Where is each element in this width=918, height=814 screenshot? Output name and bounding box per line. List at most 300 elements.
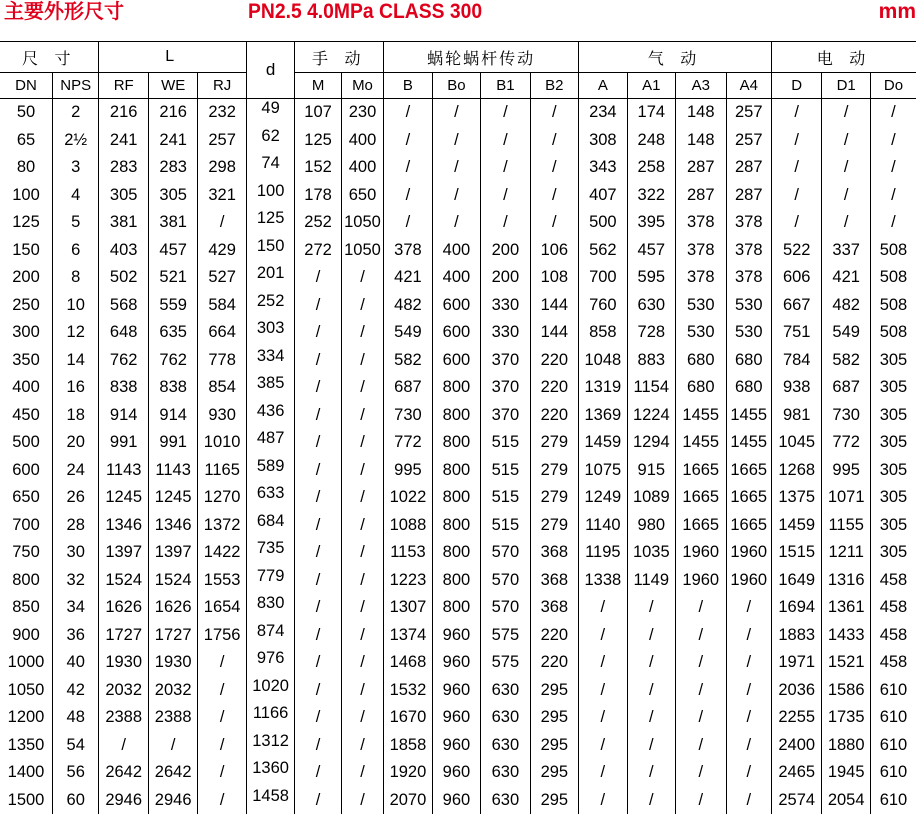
cell-nps: 26 — [53, 484, 99, 512]
cell-bo: 400 — [432, 264, 480, 292]
cell-m: / — [295, 594, 341, 622]
cell-a4: 1455 — [726, 429, 771, 457]
cell-a4: 287 — [726, 182, 771, 210]
cell-nps: 42 — [53, 677, 99, 705]
cell-a4: 1960 — [726, 539, 771, 567]
cell-b1: 630 — [481, 732, 530, 760]
cell-bo: 960 — [432, 759, 480, 787]
cell-a4: 287 — [726, 154, 771, 182]
cell-we: 1346 — [148, 512, 197, 540]
cell-a: 343 — [579, 154, 627, 182]
cell-bo: 960 — [432, 622, 480, 650]
cell-dn: 650 — [0, 484, 53, 512]
cell-m: / — [295, 787, 341, 814]
cell-do: 458 — [870, 622, 916, 650]
column-header-b2: B2 — [530, 73, 578, 99]
cell-bo: / — [432, 127, 480, 155]
cell-m: / — [295, 374, 341, 402]
cell-d1: 1316 — [822, 567, 870, 595]
cell-a: / — [579, 759, 627, 787]
cell-do: 458 — [870, 567, 916, 595]
cell-do: 610 — [870, 677, 916, 705]
cell-dn: 700 — [0, 512, 53, 540]
cell-a4: / — [726, 787, 771, 814]
cell-a4: 378 — [726, 264, 771, 292]
cell-b2: 368 — [530, 539, 578, 567]
cell-mo: / — [341, 649, 383, 677]
cell-do: 305 — [870, 457, 916, 485]
cell-rj: 1654 — [198, 594, 246, 622]
group-header-row — [0, 42, 916, 73]
cell-dn: 900 — [0, 622, 53, 650]
cell-rf: 1143 — [99, 457, 148, 485]
cell-b2: 295 — [530, 704, 578, 732]
cell-d: 385 — [246, 374, 294, 402]
cell-a3: 378 — [676, 209, 726, 237]
cell-d1: / — [822, 182, 870, 210]
cell-rf: 762 — [99, 347, 148, 375]
cell-dn: 1050 — [0, 677, 53, 705]
cell-d: 125 — [246, 209, 294, 237]
cell-b: 730 — [384, 402, 432, 430]
cell-a3: 1665 — [676, 457, 726, 485]
cell-b: / — [384, 209, 432, 237]
column-header-bo: Bo — [432, 73, 480, 99]
cell-we: 762 — [148, 347, 197, 375]
cell-d1: 687 — [822, 374, 870, 402]
column-header-dn: DN — [0, 73, 53, 99]
cell-b: 1374 — [384, 622, 432, 650]
cell-m: / — [295, 429, 341, 457]
cell-d1: 1735 — [822, 704, 870, 732]
cell-b1: / — [481, 209, 530, 237]
cell-a3: / — [676, 594, 726, 622]
cell-d1: 1880 — [822, 732, 870, 760]
cell-nps: 20 — [53, 429, 99, 457]
cell-rf: 1626 — [99, 594, 148, 622]
cell-b1: 515 — [481, 512, 530, 540]
cell-d: 1166 — [246, 704, 294, 732]
cell-rj: 257 — [198, 127, 246, 155]
cell-rf: 241 — [99, 127, 148, 155]
cell-a3: 1665 — [676, 484, 726, 512]
cell-m: / — [295, 457, 341, 485]
cell-a3: 1455 — [676, 402, 726, 430]
cell-b1: 370 — [481, 374, 530, 402]
cell-rf: / — [99, 732, 148, 760]
cell-b: 1307 — [384, 594, 432, 622]
cell-a4: 1665 — [726, 457, 771, 485]
cell-a3: 1960 — [676, 539, 726, 567]
cell-b1: 370 — [481, 347, 530, 375]
cell-we: 216 — [148, 99, 197, 127]
cell-do: 305 — [870, 539, 916, 567]
table-row — [0, 622, 916, 650]
cell-dn: 400 — [0, 374, 53, 402]
cell-m: 178 — [295, 182, 341, 210]
cell-d: 100 — [246, 182, 294, 210]
cell-d: 1694 — [771, 594, 821, 622]
cell-b2: 279 — [530, 457, 578, 485]
cell-d: 874 — [246, 622, 294, 650]
cell-d: 981 — [771, 402, 821, 430]
cell-nps: 14 — [53, 347, 99, 375]
cell-b2: 279 — [530, 512, 578, 540]
table-row — [0, 237, 916, 265]
cell-d: 1458 — [246, 787, 294, 814]
cell-b2: 220 — [530, 347, 578, 375]
column-header-we: WE — [148, 73, 197, 99]
cell-d: 1312 — [246, 732, 294, 760]
cell-d: 751 — [771, 319, 821, 347]
cell-a1: 1154 — [627, 374, 675, 402]
cell-b2: / — [530, 182, 578, 210]
cell-b: 1468 — [384, 649, 432, 677]
group-electric: 电 动 — [771, 42, 916, 73]
pressure-class-spec: PN2.5 4.0MPa CLASS 300 — [248, 0, 482, 24]
column-header-a1: A1 — [627, 73, 675, 99]
cell-mo: / — [341, 622, 383, 650]
cell-a3: 378 — [676, 237, 726, 265]
cell-a3: 148 — [676, 127, 726, 155]
cell-m: / — [295, 264, 341, 292]
cell-dn: 150 — [0, 237, 53, 265]
cell-dn: 1500 — [0, 787, 53, 814]
cell-a3: 1960 — [676, 567, 726, 595]
cell-d: / — [771, 209, 821, 237]
cell-do: 458 — [870, 649, 916, 677]
cell-d: / — [771, 127, 821, 155]
cell-rj: / — [198, 759, 246, 787]
cell-rf: 838 — [99, 374, 148, 402]
cell-a4: 680 — [726, 347, 771, 375]
table-row — [0, 292, 916, 320]
cell-rf: 1524 — [99, 567, 148, 595]
cell-bo: 800 — [432, 539, 480, 567]
cell-we: 521 — [148, 264, 197, 292]
cell-we: 1524 — [148, 567, 197, 595]
cell-dn: 65 — [0, 127, 53, 155]
cell-mo: / — [341, 402, 383, 430]
cell-a3: 378 — [676, 264, 726, 292]
cell-nps: 18 — [53, 402, 99, 430]
cell-d1: 549 — [822, 319, 870, 347]
cell-rj: / — [198, 704, 246, 732]
cell-m: / — [295, 347, 341, 375]
cell-d: 1459 — [771, 512, 821, 540]
cell-b: 687 — [384, 374, 432, 402]
cell-dn: 200 — [0, 264, 53, 292]
cell-d1: 1211 — [822, 539, 870, 567]
cell-a1: 915 — [627, 457, 675, 485]
table-row — [0, 539, 916, 567]
cell-we: 1930 — [148, 649, 197, 677]
cell-mo: / — [341, 512, 383, 540]
table-body — [0, 42, 916, 814]
cell-b1: / — [481, 154, 530, 182]
cell-dn: 750 — [0, 539, 53, 567]
cell-a: 858 — [579, 319, 627, 347]
table-row — [0, 154, 916, 182]
cell-b2: 144 — [530, 319, 578, 347]
group-size: 尺 寸 — [0, 42, 99, 73]
cell-d: 1649 — [771, 567, 821, 595]
cell-nps: 54 — [53, 732, 99, 760]
table-row — [0, 567, 916, 595]
cell-bo: 800 — [432, 594, 480, 622]
cell-we: 559 — [148, 292, 197, 320]
cell-d: 1020 — [246, 677, 294, 705]
cell-mo: / — [341, 759, 383, 787]
cell-mo: / — [341, 319, 383, 347]
cell-a4: / — [726, 677, 771, 705]
cell-rf: 648 — [99, 319, 148, 347]
cell-a1: / — [627, 594, 675, 622]
cell-we: 2642 — [148, 759, 197, 787]
cell-rf: 1727 — [99, 622, 148, 650]
cell-b1: 200 — [481, 264, 530, 292]
cell-a: 500 — [579, 209, 627, 237]
cell-m: / — [295, 319, 341, 347]
cell-do: 610 — [870, 787, 916, 814]
cell-rj: / — [198, 649, 246, 677]
cell-d1: / — [822, 154, 870, 182]
cell-mo: / — [341, 732, 383, 760]
cell-b1: 330 — [481, 319, 530, 347]
cell-a3: / — [676, 732, 726, 760]
cell-rf: 2946 — [99, 787, 148, 814]
cell-m: / — [295, 402, 341, 430]
cell-dn: 300 — [0, 319, 53, 347]
cell-d1: / — [822, 127, 870, 155]
cell-a1: 1149 — [627, 567, 675, 595]
cell-bo: 800 — [432, 429, 480, 457]
cell-b: 1088 — [384, 512, 432, 540]
cell-a: 1369 — [579, 402, 627, 430]
cell-a: / — [579, 622, 627, 650]
cell-mo: 230 — [341, 99, 383, 127]
cell-mo: / — [341, 264, 383, 292]
table-row — [0, 484, 916, 512]
cell-a3: 530 — [676, 292, 726, 320]
cell-a4: 1455 — [726, 402, 771, 430]
page-header — [0, 0, 918, 26]
cell-a4: 530 — [726, 292, 771, 320]
cell-d1: 582 — [822, 347, 870, 375]
cell-do: 305 — [870, 429, 916, 457]
cell-bo: 800 — [432, 484, 480, 512]
cell-m: 252 — [295, 209, 341, 237]
cell-we: 241 — [148, 127, 197, 155]
cell-a1: / — [627, 622, 675, 650]
cell-rj: 527 — [198, 264, 246, 292]
cell-b2: 108 — [530, 264, 578, 292]
cell-rf: 283 — [99, 154, 148, 182]
cell-b2: 279 — [530, 429, 578, 457]
cell-d: 522 — [771, 237, 821, 265]
cell-a4: / — [726, 732, 771, 760]
cell-bo: / — [432, 99, 480, 127]
cell-a1: / — [627, 649, 675, 677]
column-header-rf: RF — [99, 73, 148, 99]
cell-a: / — [579, 732, 627, 760]
cell-d: 784 — [771, 347, 821, 375]
cell-a: 234 — [579, 99, 627, 127]
cell-a: 1249 — [579, 484, 627, 512]
table-row — [0, 402, 916, 430]
cell-dn: 450 — [0, 402, 53, 430]
column-header-d: D — [771, 73, 821, 99]
cell-we: 2946 — [148, 787, 197, 814]
cell-a4: / — [726, 594, 771, 622]
cell-a1: 258 — [627, 154, 675, 182]
cell-a1: / — [627, 759, 675, 787]
cell-a1: 980 — [627, 512, 675, 540]
cell-nps: 10 — [53, 292, 99, 320]
table-row — [0, 457, 916, 485]
cell-a3: / — [676, 677, 726, 705]
cell-do: / — [870, 182, 916, 210]
cell-d1: 1521 — [822, 649, 870, 677]
cell-d1: 1945 — [822, 759, 870, 787]
cell-a: 1140 — [579, 512, 627, 540]
cell-b1: 570 — [481, 567, 530, 595]
cell-we: 1727 — [148, 622, 197, 650]
cell-a1: 1224 — [627, 402, 675, 430]
cell-d: 436 — [246, 402, 294, 430]
cell-dn: 850 — [0, 594, 53, 622]
cell-rf: 1245 — [99, 484, 148, 512]
cell-rj: 298 — [198, 154, 246, 182]
cell-do: 305 — [870, 484, 916, 512]
cell-a1: 395 — [627, 209, 675, 237]
cell-dn: 125 — [0, 209, 53, 237]
cell-b: / — [384, 127, 432, 155]
cell-dn: 80 — [0, 154, 53, 182]
cell-dn: 600 — [0, 457, 53, 485]
cell-a3: / — [676, 787, 726, 814]
cell-b2: 295 — [530, 787, 578, 814]
table-row — [0, 429, 916, 457]
cell-d: 2400 — [771, 732, 821, 760]
cell-m: / — [295, 567, 341, 595]
cell-rf: 216 — [99, 99, 148, 127]
cell-a4: / — [726, 759, 771, 787]
cell-b2: 106 — [530, 237, 578, 265]
cell-a4: / — [726, 622, 771, 650]
cell-a4: 680 — [726, 374, 771, 402]
cell-d1: 995 — [822, 457, 870, 485]
column-header-a: A — [579, 73, 627, 99]
cell-nps: 32 — [53, 567, 99, 595]
cell-m: / — [295, 539, 341, 567]
cell-a3: 148 — [676, 99, 726, 127]
cell-do: 508 — [870, 264, 916, 292]
cell-b: 2070 — [384, 787, 432, 814]
cell-rj: / — [198, 787, 246, 814]
cell-we: / — [148, 732, 197, 760]
column-header-b1: B1 — [481, 73, 530, 99]
cell-mo: 400 — [341, 127, 383, 155]
cell-b: / — [384, 154, 432, 182]
cell-rj: 1756 — [198, 622, 246, 650]
cell-d: 252 — [246, 292, 294, 320]
cell-a4: 378 — [726, 209, 771, 237]
cell-d1: 482 — [822, 292, 870, 320]
cell-a3: / — [676, 759, 726, 787]
cell-b: 1022 — [384, 484, 432, 512]
cell-mo: / — [341, 567, 383, 595]
page-title: 主要外形尺寸 — [4, 0, 124, 24]
cell-a1: / — [627, 787, 675, 814]
cell-b1: 630 — [481, 677, 530, 705]
column-header-d1: D1 — [822, 73, 870, 99]
cell-we: 283 — [148, 154, 197, 182]
cell-d: 606 — [771, 264, 821, 292]
cell-d: 1360 — [246, 759, 294, 787]
cell-b1: 515 — [481, 457, 530, 485]
cell-a4: 1960 — [726, 567, 771, 595]
cell-a1: / — [627, 704, 675, 732]
cell-d: 667 — [771, 292, 821, 320]
cell-b2: / — [530, 127, 578, 155]
cell-a1: 322 — [627, 182, 675, 210]
cell-mo: / — [341, 374, 383, 402]
cell-we: 991 — [148, 429, 197, 457]
cell-rj: 1422 — [198, 539, 246, 567]
cell-b2: 368 — [530, 567, 578, 595]
cell-a: 1195 — [579, 539, 627, 567]
cell-b: 1920 — [384, 759, 432, 787]
cell-dn: 1000 — [0, 649, 53, 677]
cell-bo: 800 — [432, 512, 480, 540]
cell-m: / — [295, 512, 341, 540]
unit-label: mm — [879, 0, 916, 24]
cell-do: 305 — [870, 402, 916, 430]
cell-d1: 1361 — [822, 594, 870, 622]
cell-a1: 174 — [627, 99, 675, 127]
column-header-mo: Mo — [341, 73, 383, 99]
cell-d: 303 — [246, 319, 294, 347]
cell-a: 760 — [579, 292, 627, 320]
cell-m: / — [295, 759, 341, 787]
cell-d: 1045 — [771, 429, 821, 457]
cell-dn: 50 — [0, 99, 53, 127]
cell-b1: 570 — [481, 594, 530, 622]
cell-rf: 403 — [99, 237, 148, 265]
cell-a: 700 — [579, 264, 627, 292]
cell-rf: 1397 — [99, 539, 148, 567]
cell-d: 62 — [246, 127, 294, 155]
cell-mo: / — [341, 292, 383, 320]
cell-d: 735 — [246, 539, 294, 567]
table-row — [0, 374, 916, 402]
cell-d1: 1155 — [822, 512, 870, 540]
cell-b2: 220 — [530, 649, 578, 677]
cell-b: 995 — [384, 457, 432, 485]
cell-m: 272 — [295, 237, 341, 265]
cell-a: 407 — [579, 182, 627, 210]
cell-rj: / — [198, 732, 246, 760]
cell-do: / — [870, 99, 916, 127]
cell-b2: 144 — [530, 292, 578, 320]
table-row — [0, 319, 916, 347]
cell-b1: 200 — [481, 237, 530, 265]
column-header-row — [0, 73, 916, 99]
cell-b1: 515 — [481, 429, 530, 457]
cell-we: 2032 — [148, 677, 197, 705]
cell-b2: 220 — [530, 402, 578, 430]
